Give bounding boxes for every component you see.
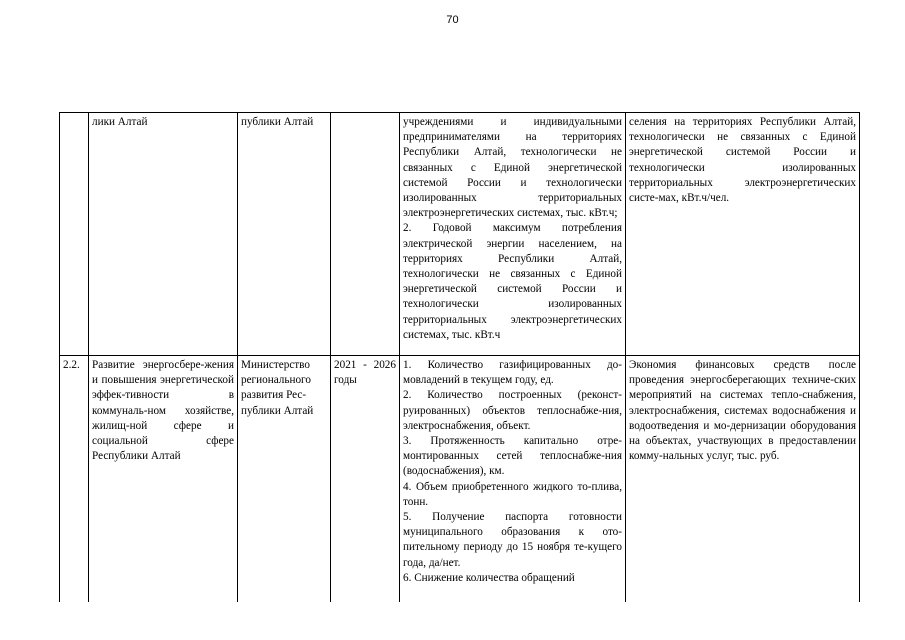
expected-result-cell: селения на территориях Республики Алтай, технологически не связанных с Единой энергетической системой России и технологически изолированных территориальных электроэнергетических систе-мах, кВт.ч/чел. bbox=[626, 113, 860, 356]
indicator-item: учреждениями и индивидуальными предпринимателями на территориях Республики Алтай, технологически не связанных с Единой энергетической системой России и технологически изолированных территориальных электроэнергетических системах, тыс. кВт.ч; bbox=[403, 116, 622, 220]
expected-result-cell: Экономия финансовых средств после проведения энергосберегающих техниче-ских мероприятий на системах тепло-снабжения, электроснабжения, системах водоснабжения и водоотведения и мо-дернизации оборудования на объектах, участвующих в предоставлении комму-нальных услуг, тыс. руб. bbox=[626, 356, 860, 603]
indicator-item: 1. Количество газифицированных до-мовладений в текущем году, ед. bbox=[403, 359, 622, 387]
indicator-item: 6. Снижение количества обращений bbox=[403, 571, 575, 584]
indicator-item: 3. Протяженность капитально отре-монтированных сетей теплоснабже-ния (водоснабжения), км. bbox=[403, 435, 622, 478]
indicators-cell bbox=[400, 113, 626, 356]
page-number: 70 bbox=[446, 14, 459, 26]
indicator-item: 5. Получение паспорта готовности муниципального образования к ото-пительному периоду до 15 ноября те-кущего года, да/нет. bbox=[403, 511, 622, 569]
row-number-cell bbox=[60, 113, 89, 356]
measure-name-cell: Развитие энергосбере-жения и повышения энергетической эффек-тивности в коммуналь-ном хозяйстве, жилищ-ной сфере и социальной сфере Республики Алтай bbox=[89, 356, 238, 603]
row-number-cell: 2.2. bbox=[60, 356, 89, 603]
period-cell: 2021 - 2026 годы bbox=[331, 356, 400, 603]
responsible-cell: публики Алтай bbox=[238, 113, 331, 356]
period-cell bbox=[331, 113, 400, 356]
indicator-item: 4. Объем приобретенного жидкого то-плива, тонн. bbox=[403, 480, 622, 508]
measure-name-cell: лики Алтай bbox=[89, 113, 238, 356]
indicator-item: 2. Количество построенных (реконст-руированных) объектов теплоснабже-ния, электроснабжения, объект. bbox=[403, 389, 622, 432]
table-row bbox=[60, 356, 860, 603]
indicator-item: 2. Годовой максимум потребления электрической энергии населением, на территориях Республики Алтай, технологически не связанных с Единой энергетической системой России и технологически изолированных территориальных электроэнергетических системах, тыс. кВт.ч bbox=[403, 222, 622, 341]
responsible-cell: Министерство регионального развития Рес-публики Алтай bbox=[238, 356, 331, 603]
indicators-cell bbox=[400, 356, 626, 603]
table-row bbox=[60, 113, 860, 356]
program-table bbox=[59, 112, 860, 602]
